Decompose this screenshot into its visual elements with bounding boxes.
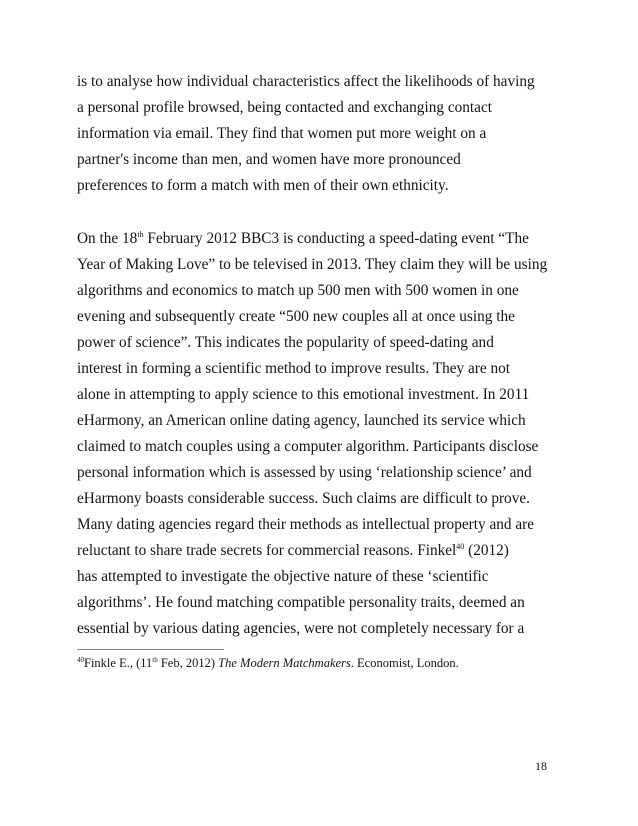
text-line	[77, 541, 509, 561]
text-line: eHarmony boasts considerable success. Such claims are difficult to prove.	[77, 490, 530, 507]
text-span: Finkle E., (11	[84, 656, 153, 670]
text-span: February 2012 BBC3 is conducting a speed-dating event “The	[143, 230, 529, 247]
text-span: On the 18	[77, 230, 138, 247]
text-line: information via email. They find that women put more weight on a	[77, 125, 487, 142]
text-line: is to analyse how individual characteristics affect the likelihoods of having	[77, 73, 535, 90]
page-number: 18	[535, 759, 547, 773]
text-span: (2012)	[464, 542, 509, 559]
text-span: reluctant to share trade secrets for commercial reasons. Finkel	[77, 542, 457, 559]
text-line: algorithms’. He found matching compatible personality traits, deemed an	[77, 594, 525, 611]
text-line: partner's income than men, and women have more pronounced	[77, 151, 461, 168]
text-line: essential by various dating agencies, were not completely necessary for a	[77, 620, 525, 637]
text-line: algorithms and economics to match up 500 men with 500 women in one	[77, 282, 519, 299]
footnote-marker: 40	[77, 656, 84, 664]
footnote-reference: 40	[456, 542, 465, 551]
footnote-divider	[77, 649, 224, 650]
text-line: a personal profile browsed, being contacted and exchanging contact	[77, 99, 492, 116]
text-line: alone in attempting to apply science to this emotional investment. In 2011	[77, 386, 530, 403]
text-line: eHarmony, an American online dating agency, launched its service which	[77, 412, 526, 429]
text-line: has attempted to investigate the objective nature of these ‘scientific	[77, 568, 489, 585]
text-line: interest in forming a scientific method to improve results. They are not	[77, 360, 511, 377]
text-span: . Economist, London.	[350, 656, 459, 670]
text-line: personal information which is assessed by using ‘relationship science’ and	[77, 464, 532, 481]
footnote-title: The Modern Matchmakers	[218, 656, 351, 670]
text-line: power of science”. This indicates the popularity of speed-dating and	[77, 334, 494, 351]
text-line: preferences to form a match with men of their own ethnicity.	[77, 177, 449, 194]
superscript: th	[137, 230, 144, 239]
superscript: th	[152, 656, 158, 664]
text-line: Many dating agencies regard their methods as intellectual property and are	[77, 516, 535, 533]
text-line: claimed to match couples using a computer algorithm. Participants disclose	[77, 438, 539, 455]
text-span: Feb, 2012)	[157, 656, 219, 670]
text-line: Year of Making Love” to be televised in 2013. They claim they will be using	[77, 256, 548, 273]
footnote	[77, 653, 459, 673]
text-line: evening and subsequently create “500 new couples all at once using the	[77, 308, 515, 325]
text-line	[77, 229, 529, 249]
